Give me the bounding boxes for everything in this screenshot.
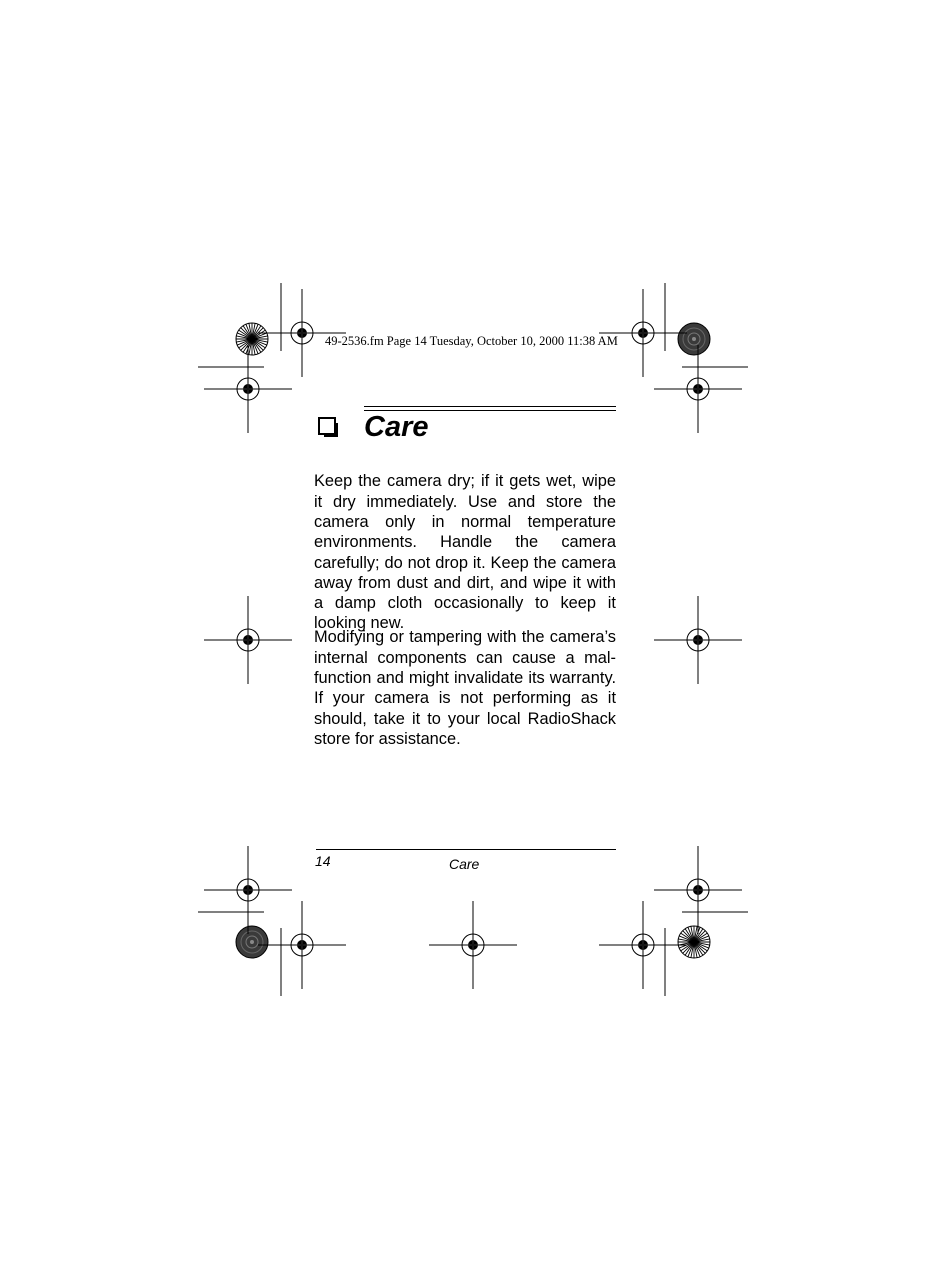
section-title: Care <box>364 411 429 443</box>
heading-rule-top <box>364 406 616 407</box>
file-slug: 49-2536.fm Page 14 Tuesday, October 10, 2000 11:38 AM <box>325 334 618 348</box>
paragraph-tampering: Modifying or tampering with the camera’s internal components can cause a malfunction and might invalidate its warranty. If your camera is not performing as it should, take it to your local RadioShack store for assistance. <box>314 628 616 748</box>
checkbox-icon <box>318 417 336 435</box>
paragraph-care-dry: Keep the camera dry; if it gets wet, wipe it dry immediately. Use and store the camera only in normal temperature environments. Handle the camera carefully; do not drop it. Keep the camera away from dust and dirt, and wipe it with a damp cloth occasionally to keep it looking new. <box>314 472 616 633</box>
footer-rule <box>316 849 616 850</box>
running-footer-title: Care <box>449 856 480 872</box>
section-heading <box>316 404 616 444</box>
page-number: 14 <box>315 853 331 869</box>
